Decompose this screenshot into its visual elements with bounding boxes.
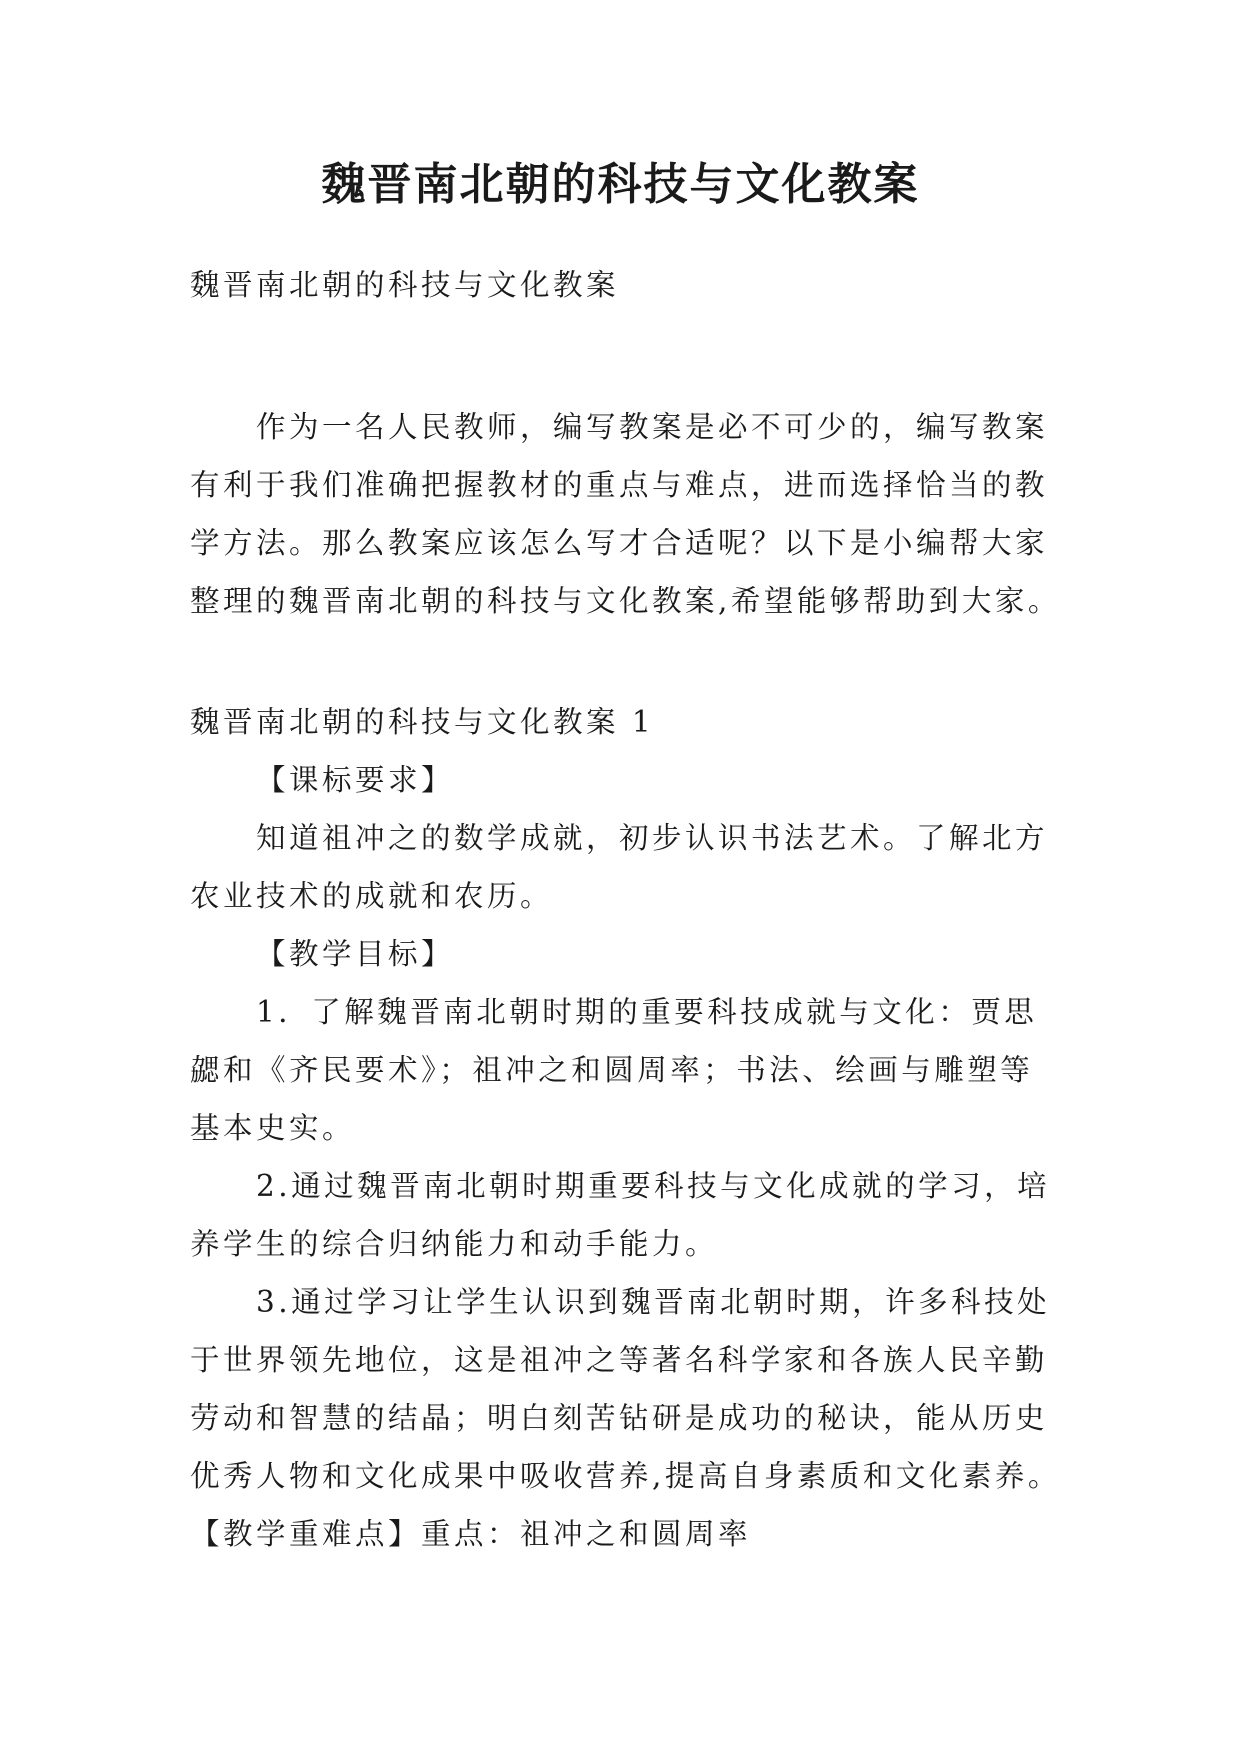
- intro-line-2: 有利于我们准确把握教材的重点与难点，进而选择恰当的教: [190, 468, 1049, 502]
- goal1-line-2: 勰和《齐民要术》；祖冲之和圆周率；书法、绘画与雕塑等: [190, 1053, 1034, 1087]
- key-points-line: 【教学重难点】重点：祖冲之和圆周率: [190, 1517, 752, 1551]
- intro-line-3: 学方法。那么教案应该怎么写才合适呢？以下是小编帮大家: [190, 526, 1049, 560]
- intro-line-1: 作为一名人民教师，编写教案是必不可少的，编写教案: [256, 410, 1049, 444]
- goal3-line-1: 3.通过学习让学生认识到魏晋南北朝时期，许多科技处: [256, 1285, 1051, 1319]
- curriculum-line-2: 农业技术的成就和农历。: [190, 879, 554, 913]
- document-subtitle: 魏晋南北朝的科技与文化教案: [190, 268, 620, 302]
- goal2-line-1: 2.通过魏晋南北朝时期重要科技与文化成就的学习，培: [256, 1169, 1051, 1203]
- goal2-line-2: 养学生的综合归纳能力和动手能力。: [190, 1227, 719, 1261]
- goal3-line-2: 于世界领先地位，这是祖冲之等著名科学家和各族人民辛勤: [190, 1343, 1049, 1377]
- goal3-line-4: 优秀人物和文化成果中吸收营养,提高自身素质和文化素养。: [190, 1459, 1061, 1493]
- goal1-line-1: 1．了解魏晋南北朝时期的重要科技成就与文化：贾思: [256, 995, 1038, 1029]
- intro-line-4: 整理的魏晋南北朝的科技与文化教案,希望能够帮助到大家。: [190, 584, 1061, 618]
- goal3-line-3: 劳动和智慧的结晶；明白刻苦钻研是成功的秘诀，能从历史: [190, 1401, 1049, 1435]
- curriculum-line-1: 知道祖冲之的数学成就，初步认识书法艺术。了解北方: [256, 821, 1049, 855]
- document-title: 魏晋南北朝的科技与文化教案: [321, 159, 920, 210]
- curriculum-label: 【课标要求】: [256, 763, 455, 797]
- section-heading: 魏晋南北朝的科技与文化教案 1: [190, 705, 655, 739]
- goals-label: 【教学目标】: [256, 937, 455, 971]
- goal1-line-3: 基本史实。: [190, 1111, 356, 1145]
